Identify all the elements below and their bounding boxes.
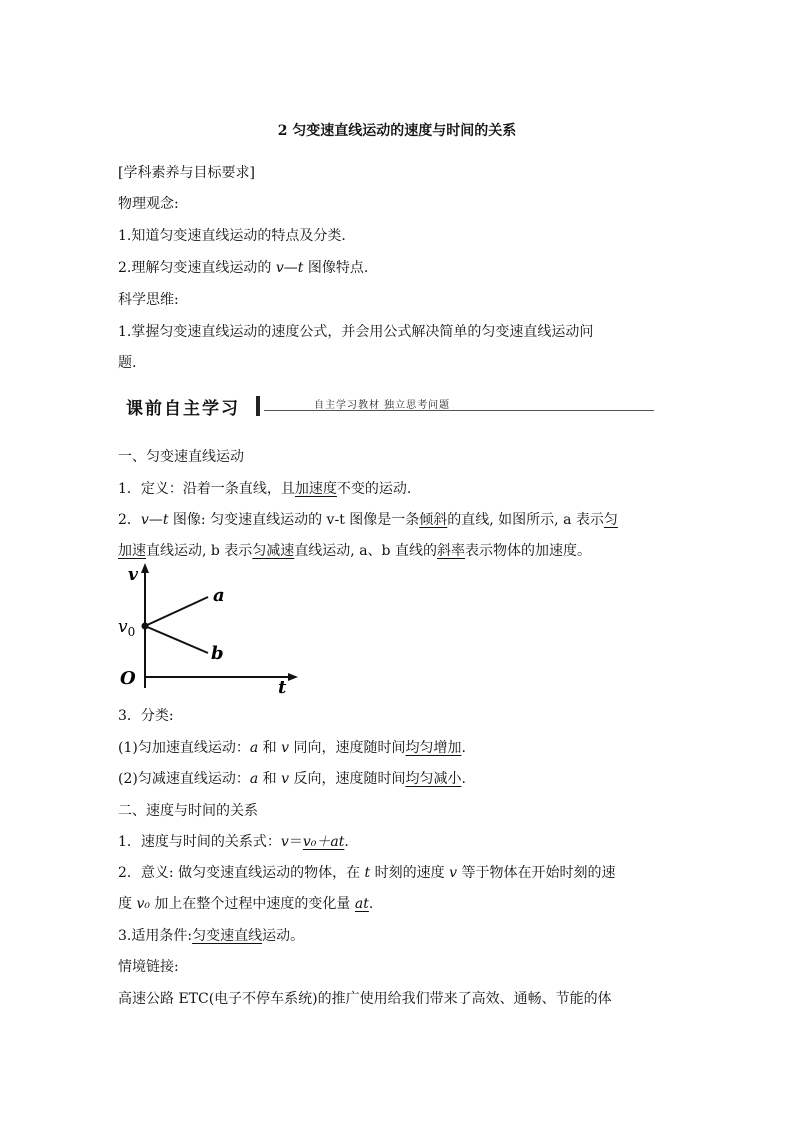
text-run: (2)匀减速直线运动： — [118, 771, 250, 787]
text-run: 度 — [118, 896, 137, 912]
text-run: 图像: 匀变速直线运动的 v-t 图像是一条 — [168, 512, 420, 528]
origin-label: O — [120, 668, 136, 689]
text-run: 运动。 — [262, 928, 305, 944]
line-b — [145, 626, 208, 653]
banner-bar — [256, 396, 260, 416]
var-t: t — [162, 512, 169, 528]
class-item-2 — [118, 768, 466, 788]
text-run: . — [344, 834, 349, 850]
var-t: t — [297, 260, 304, 276]
var-v: v — [275, 260, 284, 276]
text-run: 2.理解匀变速直线运动的 — [118, 260, 276, 276]
goal-item-2 — [118, 257, 368, 277]
section1-heading: 一、匀变速直线运动 — [118, 449, 244, 465]
banner-subtitle: 自主学习教材 独立思考问题 — [314, 400, 451, 411]
v0-point — [142, 623, 149, 630]
t-axis-arrow — [288, 673, 298, 681]
text-run: 等于物体在开始时刻的速 — [457, 865, 616, 881]
text-run: 加上在整个过程中速度的变化量 — [149, 896, 355, 912]
vt-graph — [116, 560, 306, 695]
text-run: — — [283, 260, 298, 276]
text-run: 的直线, 如图所示, a 表示 — [447, 512, 604, 528]
etc-paragraph: 高速公路 ETC(电子不停车系统)的推广使用给我们带来了高效、通畅、节能的体 — [118, 991, 612, 1007]
vt-graph-line-2 — [118, 540, 591, 560]
var-v: v — [280, 834, 289, 850]
var-v: v — [449, 865, 457, 881]
t-axis-label: t — [278, 677, 287, 695]
answer-underlined: 斜率 — [436, 543, 465, 559]
answer-underlined: at — [354, 896, 369, 912]
v0-label-v: v — [118, 617, 128, 637]
vt-graph-line-1 — [118, 509, 618, 529]
text-run: . — [368, 896, 374, 912]
text-run: 同向，速度随时间 — [289, 740, 406, 756]
answer-underlined: 加速 — [118, 543, 146, 559]
var-v0: v₀ — [136, 896, 150, 912]
text-run: 和 — [258, 771, 282, 787]
v0-label-sub: 0 — [127, 625, 136, 639]
thinking-item-1: 1.掌握匀变速直线运动的速度公式，并会用公式解决简单的匀变速直线运动问 — [118, 324, 594, 340]
text-run: (1)匀加速直线运动： — [118, 740, 250, 756]
text-run: 1．定义：沿着一条直线，且 — [118, 481, 295, 497]
v-axis-label: v — [128, 565, 138, 585]
text-run: 和 — [258, 740, 282, 756]
physics-concept-label: 物理观念: — [118, 196, 179, 212]
line-b-label: b — [211, 643, 224, 664]
goals-header: [学科素养与目标要求] — [118, 165, 255, 181]
var-a: a — [249, 771, 259, 787]
text-run: 直线运动, b 表示 — [146, 543, 253, 559]
answer-underlined: 匀减速 — [252, 543, 295, 559]
text-run: 反向，速度随时间 — [289, 771, 406, 787]
section-banner — [118, 394, 654, 418]
meaning-line-2 — [118, 893, 373, 913]
var-v: v — [281, 771, 290, 787]
answer-underlined: 均匀增加 — [405, 740, 462, 756]
text-run: 1．速度与时间的关系式： — [118, 834, 281, 850]
answer-underlined: 加速度 — [294, 481, 337, 497]
var-v: v — [281, 740, 290, 756]
text-run: . — [461, 771, 466, 787]
goal-item-1: 1.知道匀变速直线运动的特点及分类. — [118, 228, 346, 244]
text-run: 表示物体的加速度。 — [464, 543, 591, 559]
text-run: 时刻的速度 — [370, 865, 450, 881]
thinking-item-1-cont: 题. — [118, 355, 137, 371]
text-run: 直线运动, a、b 直线的 — [294, 543, 437, 559]
answer-underlined: v₀＋at — [302, 834, 345, 850]
section2-heading: 二、速度与时间的关系 — [118, 803, 258, 819]
var-t: t — [364, 865, 371, 881]
text-run: — — [148, 512, 163, 528]
banner-label: 课前自主学习 — [126, 399, 240, 419]
text-run: 不变的运动. — [336, 481, 412, 497]
page-title: 2 匀变速直线运动的速度与时间的关系 — [277, 123, 517, 139]
v0-label — [118, 617, 135, 639]
context-label: 情境链接: — [118, 959, 179, 975]
condition-line — [118, 925, 304, 945]
answer-underlined: 倾斜 — [419, 512, 448, 528]
classification-heading: 3．分类: — [118, 708, 174, 724]
var-v: v — [140, 512, 149, 528]
text-run: 2． — [118, 512, 141, 528]
answer-underlined: 均匀减小 — [405, 771, 462, 787]
text-run: 2．意义: 做匀变速直线运动的物体，在 — [118, 865, 365, 881]
class-item-1 — [118, 737, 466, 757]
formula-line — [118, 831, 349, 851]
text-run: 图像特点. — [303, 260, 369, 276]
definition-line — [118, 478, 411, 498]
science-thinking-label: 科学思维: — [118, 292, 179, 308]
meaning-line-1 — [118, 862, 615, 882]
text-run: . — [461, 740, 466, 756]
var-a: a — [249, 740, 259, 756]
answer-underlined: 匀 — [603, 512, 618, 528]
v-axis-arrow — [141, 563, 149, 573]
text-run: 3.适用条件: — [118, 928, 193, 944]
text-run: ＝ — [288, 834, 303, 850]
line-a — [145, 597, 208, 626]
answer-underlined: 匀变速直线 — [192, 928, 263, 944]
line-a-label: a — [213, 585, 225, 606]
